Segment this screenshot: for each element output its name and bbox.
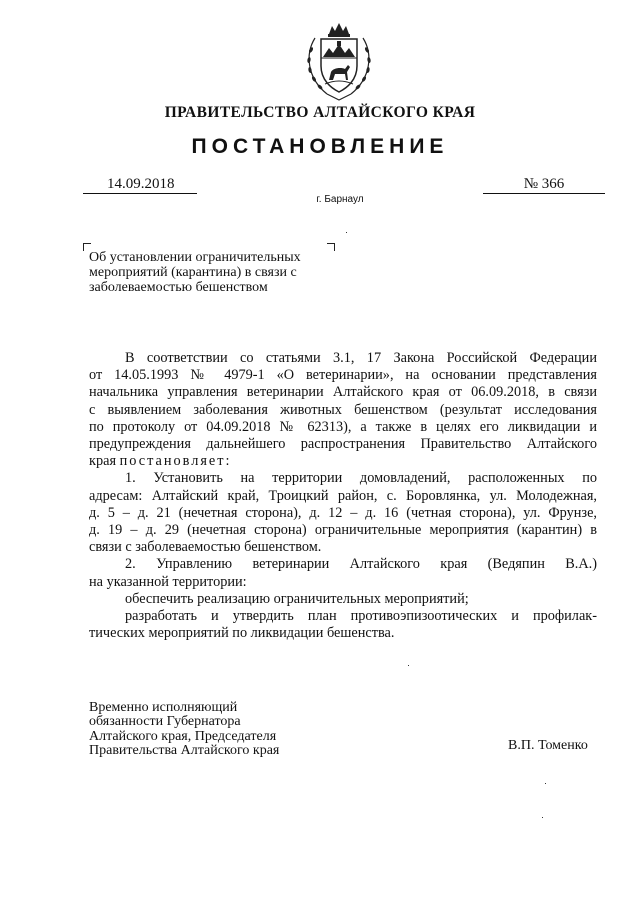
body-text: края — [89, 453, 120, 470]
resolution-keyword: постановляет: — [119, 453, 232, 470]
body-line: тических мероприятий по ликвидации бешенства. — [89, 625, 395, 642]
body-line: адресам: Алтайский край, Троицкий район, с. Боровлянка, ул. Молодежная, — [89, 487, 597, 504]
body-line: с выявлением заболевания животных бешенством (результат исследования — [89, 401, 597, 418]
body-line: 1. Установить на территории домовладений, расположенных по — [125, 470, 597, 487]
body-line: начальника управления ветеринарии Алтайского края от 06.09.2018, в связи — [89, 384, 597, 401]
body-line: на указанной территории: — [89, 573, 247, 590]
subject-line: заболеваемостью бешенством — [89, 280, 268, 295]
document-subject — [89, 250, 339, 295]
body-line: 2. Управлению ветеринарии Алтайского края (Ведяпин В.А.) — [125, 556, 597, 573]
body-line — [89, 453, 597, 470]
body-line: В соответствии со статьями 3.1, 17 Закона Российской Федерации — [125, 350, 597, 366]
document-date: 14.09.2018 — [83, 175, 197, 194]
body-line: от 14.05.1993 № 4979-1 «О ветеринарии», на основании представления — [89, 367, 597, 384]
scan-speck — [542, 817, 543, 818]
subject-line: Об установлении ограничительных — [89, 250, 301, 265]
city-label: г. Барнаул — [316, 194, 364, 205]
body-line: разработать и утвердить план противоэпизоотических и профилак- — [125, 608, 597, 625]
subject-line: мероприятий (карантина) в связи с — [89, 265, 297, 280]
document-type-title: ПОСТАНОВЛЕНИЕ — [191, 135, 449, 158]
document-number: № 366 — [483, 175, 605, 194]
signatory-position — [89, 701, 279, 758]
altai-krai-coat-of-arms-icon — [301, 20, 377, 104]
scan-speck — [545, 783, 546, 784]
body-line: предупреждения дальнейшего распространения Правительство Алтайского — [89, 436, 597, 453]
body-line: по протоколу от 04.09.2018 № 62313), а также в целях его ликвидации и — [89, 418, 597, 435]
scan-speck — [408, 665, 409, 666]
signatory-name: В.П. Томенко — [508, 738, 588, 753]
document-body — [89, 350, 597, 642]
signatory-line: Алтайского края, Председателя — [89, 728, 277, 744]
signatory-line: Временно исполняющий — [89, 700, 238, 715]
body-line: д. 19 – д. 29 (нечетная сторона) ограничительные мероприятия (карантин) в — [89, 522, 597, 539]
signatory-line: Правительства Алтайского края — [89, 742, 280, 758]
signatory-line: обязанности Губернатора — [89, 714, 241, 730]
scan-speck — [346, 232, 347, 233]
body-line: обеспечить реализацию ограничительных мероприятий; — [125, 590, 469, 607]
body-line: д. 5 – д. 21 (нечетная сторона), д. 12 – д. 16 (четная сторона), ул. Фрунзе, — [89, 504, 597, 521]
body-line: связи с заболеваемостью бешенством. — [89, 539, 322, 556]
government-title: ПРАВИТЕЛЬСТВО АЛТАЙСКОГО КРАЯ — [164, 104, 476, 121]
